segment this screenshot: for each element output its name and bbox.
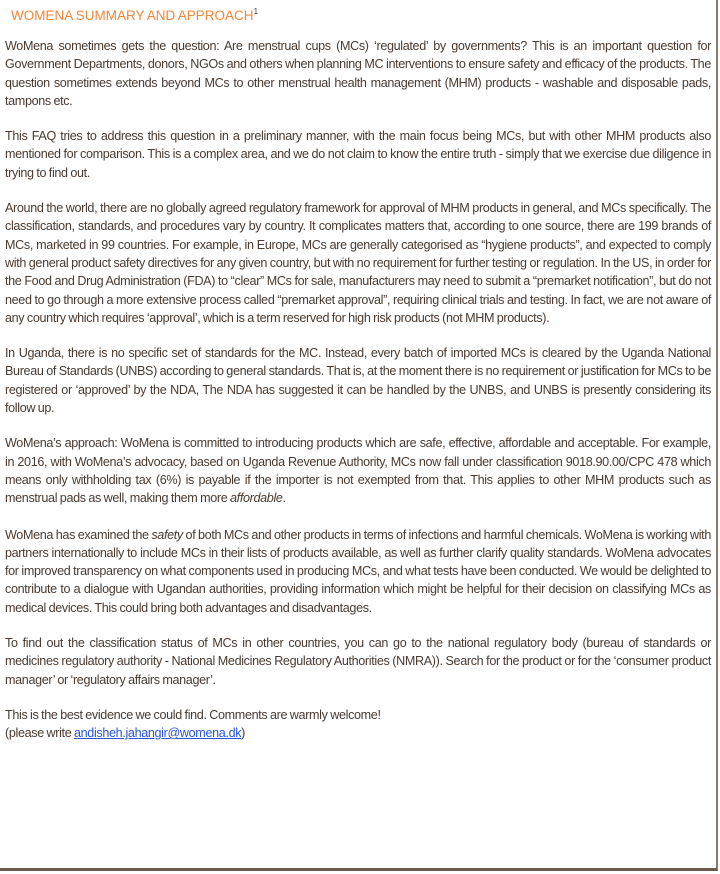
contact-suffix: ) xyxy=(241,726,246,741)
paragraph-contact xyxy=(5,706,711,743)
safety-text-start: WoMena has examined the xyxy=(5,527,152,542)
paragraph-womena-approach xyxy=(5,434,711,507)
contact-line: This is the best evidence we could find. Comments are warmly welcome! xyxy=(5,707,381,722)
footnote-marker[interactable]: 1 xyxy=(253,7,259,16)
approach-text: WoMena’s approach: WoMena is committed to introducing products which are safe, effective, affordable and acceptable. For example, in 2016, with WoMena’s advocacy, based on Uganda Revenue Authority, MCs now fall under classification 9018.90.00/CPC 478 which means only withholding tax (6%) is payable if the importer is not exempted from that. This applies to other MHM products such as menstrual pads as well, making them more xyxy=(5,436,711,506)
approach-end: . xyxy=(282,491,286,506)
paragraph-uganda: In Uganda, there is no specific set of standards for the MC. Instead, every batch of imported MCs is cleared by the Uganda National Bureau of Standards (UNBS) according to general standards. That is, at the moment there is no requirement or justification for MCs to be registered or ‘approved’ by the NDA, The NDA has suggested it can be handled by the UNBS, and UNBS is presently considering its follow up. xyxy=(5,346,711,416)
safety-emphasis: safety xyxy=(151,527,183,542)
safety-text-rest: of both MCs and other products in terms of infections and harmful chemicals. WoMena is working with partners internationally to include MCs in their lists of products available, as well as further clarify quality standards. WoMena advocates for improved transparency on what components used in producing MCs, and what tests have been conducted. We would be delighted to contribute to a dialogue with Ugandan authorities, providing information which might be helpful for their decision on classifying MCs as medical devices. This could bring both advantages and disadvantages. xyxy=(5,527,711,615)
paragraph-global-regulation: Around the world, there are no globally agreed regulatory framework for approval of MHM products in general, and MCs specifically. The classification, standards, and procedures vary by country. It complicates matters that, according to one source, there are 199 brands of MCs, marketed in 99 countries. For example, in Europe, MCs are generally categorised as “hygiene products”, and expected to comply with general product safety directives for any given country, but with no requirement for further testing or regulation. In the US, in order for the Food and Drug Administration (FDA) to “clear” MCs for sale, manufacturers may need to submit a “premarket notification”, but do not need to go through a more extensive process called “premarket approval”, requiring clinical trials and testing. In fact, we are not aware of any country which requires ‘approval’, which is a term reserved for high risk products (not MHM products). xyxy=(5,201,711,325)
paragraph-intro: WoMena sometimes gets the question: Are menstrual cups (MCs) ‘regulated’ by governments? This is an important question for Government Departments, donors, NGOs and others when planning MC interventions to ensure safety and efficacy of the products. The question sometimes extends beyond MCs to other menstrual health management (MHM) products - washable and disposable pads, tampons etc. xyxy=(5,39,711,108)
paragraph-safety xyxy=(5,526,711,617)
affordable-emphasis: affordable xyxy=(230,491,283,506)
email-link[interactable]: andisheh.jahangir@womena.dk xyxy=(74,726,242,741)
paragraph-other-countries: To find out the classification status of MCs in other countries, you can go to the national regulatory body (bureau of standards or medicines regulatory authority - National Medicines Regulatory Authorities (NMRA)). Search for the product or for the ‘consumer product manager’ or ‘regulatory affairs manager’. xyxy=(5,636,711,687)
document-body xyxy=(5,6,711,743)
contact-prefix: (please write xyxy=(5,726,74,741)
title-text: WOMENA SUMMARY AND APPROACH xyxy=(11,8,254,23)
document-title xyxy=(11,6,711,26)
paragraph-faq-scope: This FAQ tries to address this question in a preliminary manner, with the main focus being MCs, but with other MHM products also mentioned for comparison. This is a complex area, and we do not claim to know the entire truth - simply that we exercise due diligence in trying to find out. xyxy=(5,129,711,180)
